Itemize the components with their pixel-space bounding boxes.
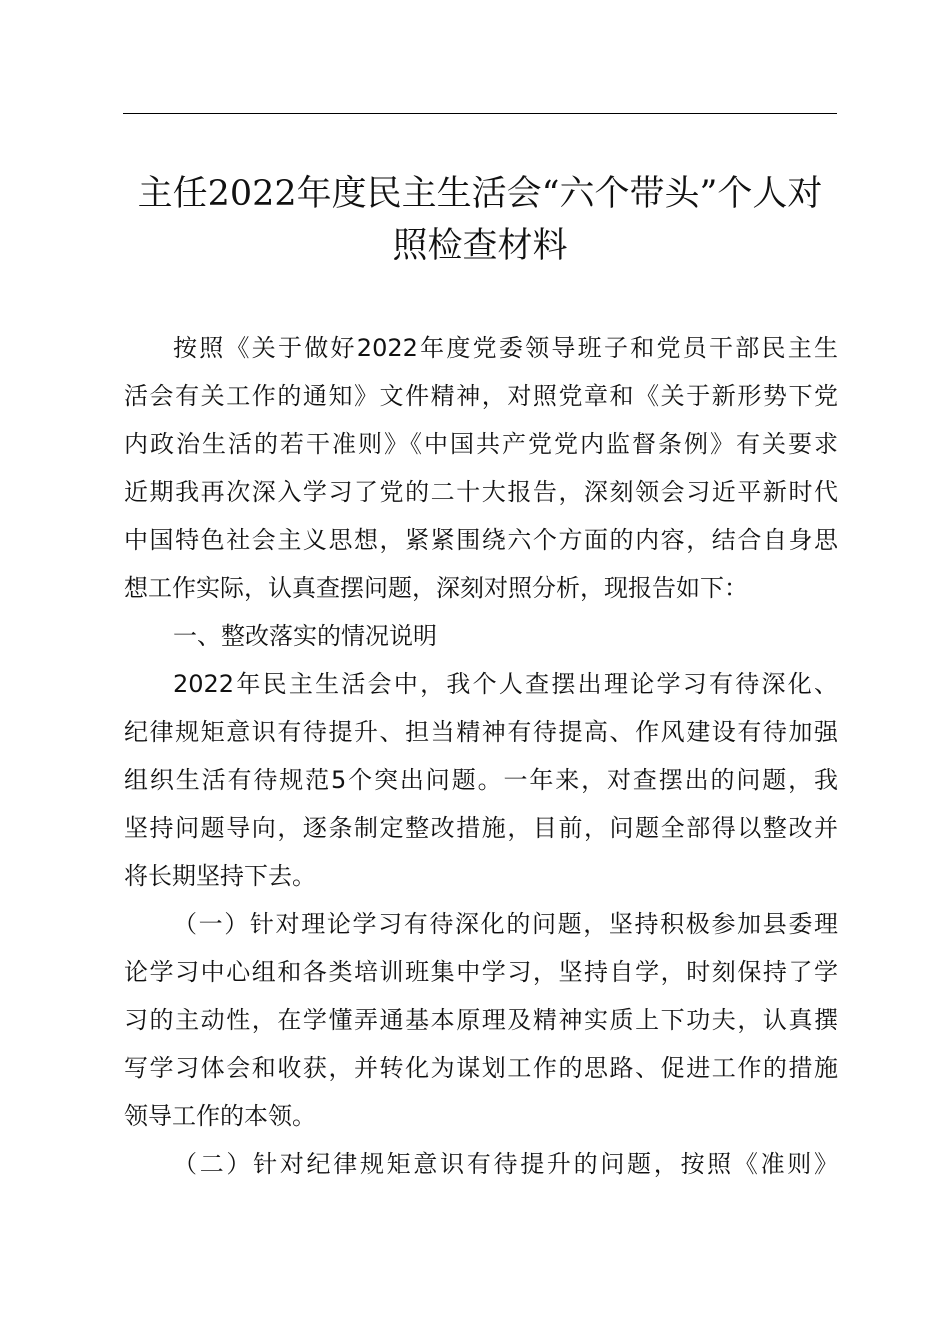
paragraph-line: 写学习体会和收获，并转化为谋划工作的思路、促进工作的措施 [124,1054,838,1082]
paragraph-line: 内政治生活的若干准则》《中国共产党党内监督条例》有关要求 [124,430,838,458]
paragraph-line: 习的主动性，在学懂弄通基本原理及精神实质上下功夫，认真撰 [124,1006,838,1034]
header-rule [123,113,837,114]
paragraph-line: 将长期坚持下去。 [124,862,316,890]
document-body [124,324,838,1188]
paragraph-line: 2022年民主生活会中，我个人查摆出理论学习有待深化、 [173,670,838,698]
paragraph-line: 活会有关工作的通知》文件精神，对照党章和《关于新形势下党 [124,382,838,410]
paragraph-line: 领导工作的本领。 [124,1102,316,1130]
paragraph-line: （二）针对纪律规矩意识有待提升的问题，按照《准则》 [173,1150,838,1178]
paragraph-line: 纪律规矩意识有待提升、担当精神有待提高、作风建设有待加强 [124,718,838,746]
paragraph-line: 论学习中心组和各类培训班集中学习，坚持自学，时刻保持了学 [124,958,838,986]
paragraph-line: 按照《关于做好2022年度党委领导班子和党员干部民主生 [173,334,838,362]
document-title [110,168,850,272]
title-line: 主任2022年度民主生活会“六个带头”个人对 [137,174,823,214]
section-heading: 一、整改落实的情况说明 [173,622,437,650]
paragraph-line: 组织生活有待规范5个突出问题。一年来，对查摆出的问题，我 [124,766,838,794]
paragraph-line: （一）针对理论学习有待深化的问题，坚持积极参加县委理 [173,910,838,938]
paragraph-line: 中国特色社会主义思想，紧紧围绕六个方面的内容，结合自身思 [124,526,838,554]
paragraph-line: 近期我再次深入学习了党的二十大报告，深刻领会习近平新时代 [124,478,838,506]
title-line: 照检查材料 [392,226,568,266]
paragraph-line: 坚持问题导向，逐条制定整改措施，目前，问题全部得以整改并 [124,814,838,842]
paragraph-line: 想工作实际，认真查摆问题，深刻对照分析，现报告如下： [124,574,748,602]
